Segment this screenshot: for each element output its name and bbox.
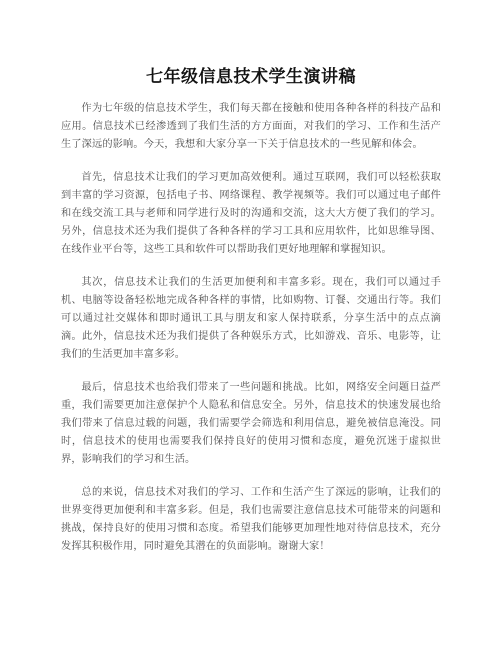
document-title: 七年级信息技术学生演讲稿 — [146, 67, 356, 87]
paragraph-learning: 首先，信息技术让我们的学习更加高效便利。通过互联网，我们可以轻松获取到丰富的学习资源，包括电子书、网络课程、教学视频等。我们可以通过电子邮件和在线交流工具与老师和同学进行及时的沟通和交流，这大大方便了我们的学习。另外，信息技术还为我们提供了各种各样的学习工具和应用软件，比如思维导图、在线作业平台等，这些工具和软件可以帮助我们更好地理解和掌握知识。 — [61, 171, 441, 256]
paragraph-life: 其次，信息技术让我们的生活更加便利和丰富多彩。现在，我们可以通过手机、电脑等设备轻松地完成各种各样的事情，比如购物、订餐、交通出行等。我们可以通过社交媒体和即时通讯工具与朋友和家人保持联系，分享生活中的点点滴滴。此外，信息技术还为我们提供了各种娱乐方式，比如游戏、音乐、电影等，让我们的生活更加丰富多彩。 — [61, 276, 441, 361]
paragraph-intro: 作为七年级的信息技术学生，我们每天都在接触和使用各种各样的科技产品和应用。信息技术已经渗透到了我们生活的方方面面，对我们的学习、工作和生活产生了深远的影响。今天，我想和大家分享一下关于信息技术的一些见解和体会。 — [61, 103, 441, 151]
paragraph-conclusion: 总的来说，信息技术对我们的学习、工作和生活产生了深远的影响，让我们的世界变得更加便利和丰富多彩。但是，我们也需要注意信息技术可能带来的问题和挑战，保持良好的使用习惯和态度。希望我们能够更加理性地对待信息技术，充分发挥其积极作用，同时避免其潜在的负面影响。谢谢大家！ — [61, 486, 441, 553]
paragraph-challenges: 最后，信息技术也给我们带来了一些问题和挑战。比如，网络安全问题日益严重，我们需要更加注意保护个人隐私和信息安全。另外，信息技术的快速发展也给我们带来了信息过载的问题，我们需要学会筛选和利用信息，避免被信息淹没。同时，信息技术的使用也需要我们保持良好的使用习惯和态度，避免沉迷于虚拟世界，影响我们的学习和生活。 — [61, 381, 441, 466]
document-body — [61, 100, 441, 570]
